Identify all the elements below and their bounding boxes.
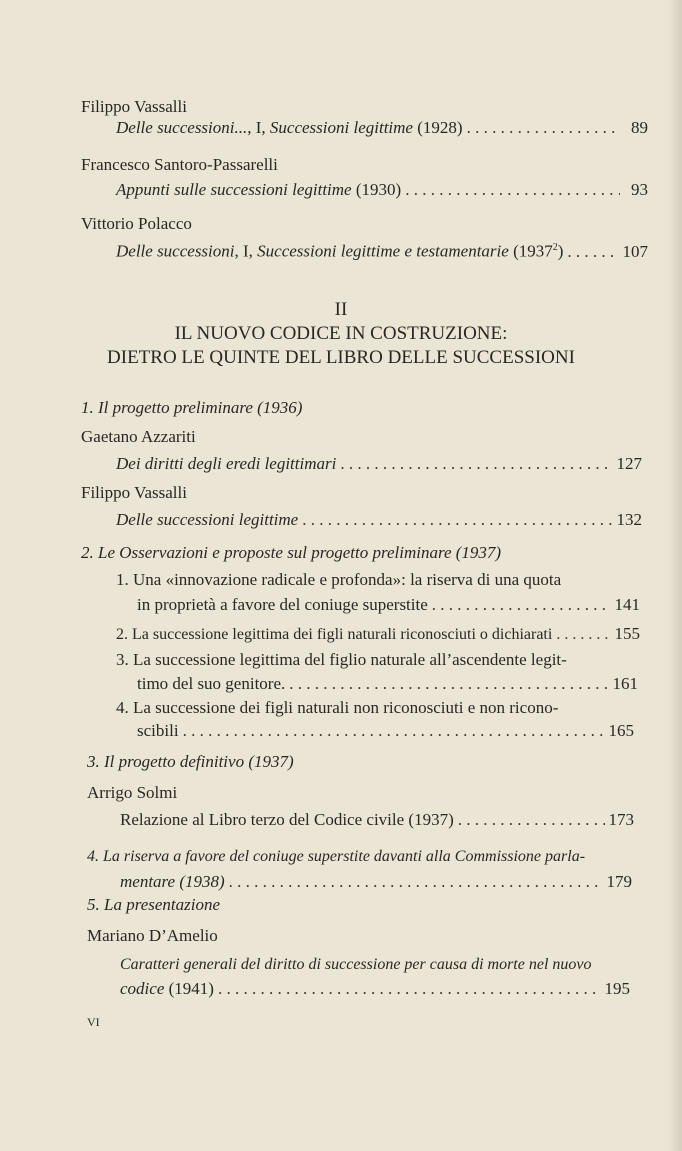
page-number: 141 (614, 595, 640, 614)
toc-author: Filippo Vassalli (81, 483, 187, 502)
toc-entry[interactable] (116, 510, 642, 530)
subitem-line: scibili (137, 721, 179, 740)
entry-title: Relazione al Libro terzo del Codice civile (1937) (120, 810, 454, 829)
toc-author: Mariano D’Amelio (87, 926, 218, 945)
toc-entry[interactable] (120, 810, 634, 830)
toc-entry[interactable] (116, 118, 648, 138)
toc-author: Vittorio Polacco (81, 214, 192, 233)
entry-title: Caratteri generali del diritto di successione per causa di morte nel nuovo (120, 956, 592, 973)
section-heading: mentare (1938) (120, 872, 225, 891)
toc-entry[interactable] (116, 624, 640, 645)
dot-leader (405, 180, 620, 200)
section-heading: 4. La riserva a favore del coniuge superstite davanti alla Commissione parla- (87, 848, 586, 865)
entry-year: (1930) (351, 180, 402, 199)
dot-leader (340, 454, 612, 474)
toc-entry[interactable] (116, 180, 648, 200)
section-heading: 2. Le Osservazioni e proposte sul progetto preliminare (1937) (81, 543, 502, 562)
subitem-line: 4. La successione dei figli naturali non riconosciuti e non ricono- (116, 698, 559, 717)
edition-superscript: 2 (552, 242, 558, 253)
entry-title: Successioni legittime (269, 118, 413, 137)
section-heading: 5. La presentazione (87, 895, 221, 914)
entry-title: , I, (247, 118, 270, 137)
entry-title: Successioni legittime e testamentarie (257, 241, 509, 261)
toc-entry[interactable] (116, 454, 642, 474)
entry-title: Dei diritti degli eredi legittimari (116, 454, 337, 473)
page-number: 165 (608, 721, 634, 740)
toc-author: Gaetano Azzariti (81, 427, 196, 446)
page-folio: VI (87, 1015, 100, 1029)
dot-leader (432, 595, 611, 615)
dot-leader (302, 510, 612, 530)
entry-year: (1928) (412, 118, 463, 137)
subitem-line: 2. La successione legittima dei figli naturali riconosciuti o dichiarati (116, 626, 553, 643)
page-number: 155 (614, 624, 640, 643)
page-number: 179 (606, 872, 632, 891)
entry-title: Delle successioni (116, 241, 235, 261)
entry-title: codice (120, 979, 165, 998)
subitem-line: 1. Una «innovazione radicale e profonda»: la riserva di una quota (116, 570, 562, 589)
entry-year: (1941) (164, 979, 214, 998)
dot-leader (183, 721, 605, 741)
page-number: 127 (616, 454, 642, 473)
subitem-line: in proprietà a favore del coniuge superstite (137, 595, 428, 614)
entry-title: Delle successioni legittime (116, 510, 299, 529)
page-gutter-shadow (668, 0, 682, 1151)
page-number: 173 (608, 810, 634, 829)
dot-leader (229, 872, 603, 892)
toc-entry[interactable] (137, 721, 634, 741)
entry-year: ) (557, 241, 564, 261)
toc-entry[interactable] (120, 979, 630, 999)
page-number: 107 (622, 241, 648, 261)
toc-author: Francesco Santoro-Passarelli (81, 155, 278, 174)
part-title: IL NUOVO CODICE IN COSTRUZIONE: (174, 323, 508, 344)
page-number: 93 (631, 180, 648, 199)
subitem-line: 3. La successione legittima del figlio naturale all’ascendente legit- (116, 650, 567, 669)
toc-entry[interactable] (120, 872, 632, 892)
part-number: II (334, 299, 348, 320)
dot-leader (218, 979, 601, 999)
part-title: DIETRO LE QUINTE DEL LIBRO DELLE SUCCESSIONI (107, 347, 575, 368)
dot-leader (467, 118, 620, 138)
entry-title: Appunti sulle successioni legittime (116, 180, 352, 199)
page-number: 161 (612, 674, 638, 693)
dot-leader (289, 674, 608, 694)
dot-leader (567, 242, 618, 262)
page-number: 132 (616, 510, 642, 529)
toc-author: Filippo Vassalli (81, 97, 187, 116)
page-number: 89 (631, 118, 648, 137)
toc-entry[interactable] (137, 595, 640, 615)
dot-leader (556, 625, 610, 645)
dot-leader (458, 810, 605, 830)
subitem-line: timo del suo genitore. (137, 674, 286, 693)
entry-year: (1937 (508, 241, 553, 261)
section-heading: 3. Il progetto definitivo (1937) (87, 752, 294, 771)
entry-title: , I, (234, 241, 258, 261)
entry-title: Delle successioni... (116, 118, 248, 137)
section-heading: 1. Il progetto preliminare (1936) (81, 398, 303, 417)
toc-author: Arrigo Solmi (87, 783, 178, 802)
toc-entry[interactable] (137, 674, 638, 694)
page-number: 195 (604, 979, 630, 998)
toc-entry[interactable] (116, 238, 648, 262)
